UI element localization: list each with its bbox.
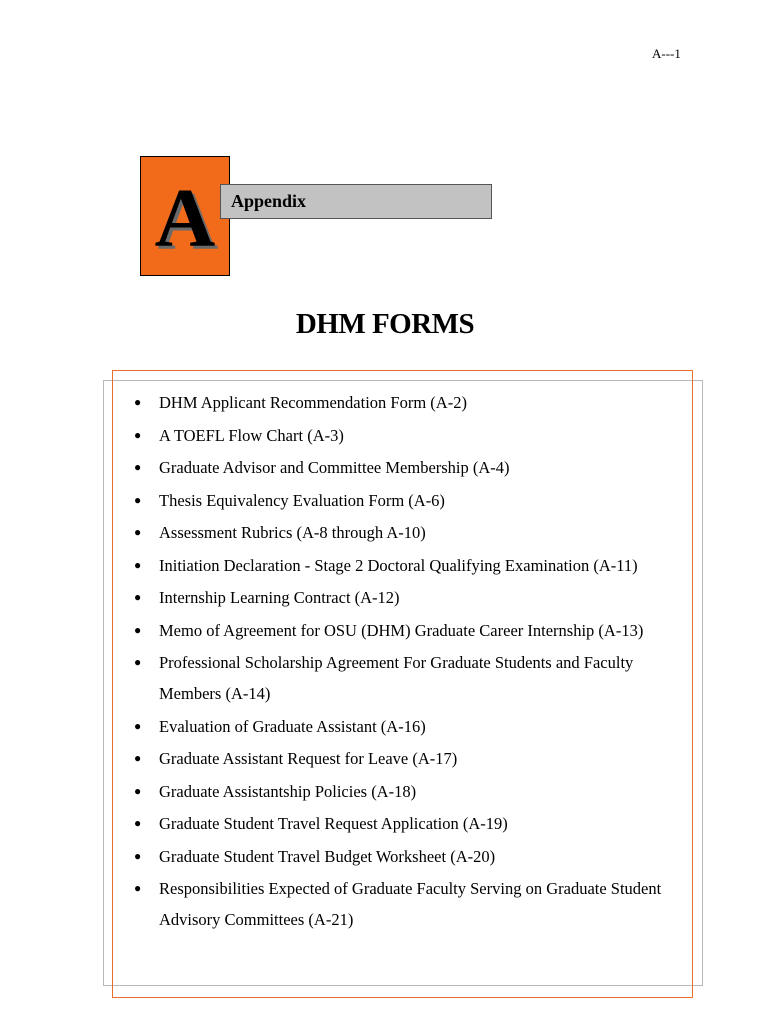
appendix-letter-box [140, 156, 230, 276]
forms-list [134, 387, 694, 937]
bullet-icon: ● [134, 881, 142, 895]
bullet-icon: ● [134, 492, 142, 507]
list-item-label: Graduate Assistantship Policies (A-18) [159, 781, 417, 801]
list-item [134, 647, 694, 709]
bullet-icon: ● [134, 557, 142, 572]
list-item-label: Assessment Rubrics (A-8 through A-10) [159, 523, 426, 542]
list-item [134, 873, 694, 935]
list-item [134, 776, 694, 807]
list-item [134, 550, 694, 581]
list-item-label: Internship Learning Contract (A-12) [159, 588, 400, 607]
bullet-icon: ● [134, 751, 142, 765]
bullet-icon: ● [134, 655, 142, 669]
appendix-letter: A [154, 172, 216, 265]
bullet-icon: ● [134, 525, 142, 539]
list-item-label: Initiation Declaration - Stage 2 Doctoral Qualifying Examination (A-11) [159, 555, 638, 575]
list-item-label: Graduate Student Travel Request Application (A-19) [159, 814, 508, 833]
bullet-icon: ● [134, 590, 142, 604]
list-item-label: Graduate Advisor and Committee Membership (A-4) [159, 458, 510, 477]
page-number: A---1 [652, 46, 681, 61]
page-title: DHM FORMS [295, 308, 475, 340]
bullet-icon: ● [134, 460, 142, 474]
appendix-title: Appendix [231, 191, 307, 211]
list-item [134, 711, 694, 742]
bullet-icon: ● [134, 718, 142, 733]
list-item [134, 485, 694, 516]
bullet-icon: ● [134, 427, 142, 442]
list-item-label: Responsibilities Expected of Graduate Faculty Serving on Graduate Student Advisory Committees (A-21) [159, 879, 662, 929]
bullet-icon: ● [134, 848, 142, 863]
bullet-icon: ● [134, 783, 142, 798]
list-item [134, 420, 694, 451]
list-item [134, 841, 694, 872]
list-item [134, 452, 694, 483]
bullet-icon: ● [134, 816, 142, 830]
list-item-label: A TOEFL Flow Chart (A-3) [159, 425, 344, 445]
list-item-label: Professional Scholarship Agreement For Graduate Students and Faculty Members (A-14) [159, 653, 634, 703]
list-item-label: Memo of Agreement for OSU (DHM) Graduate Career Internship (A-13) [159, 620, 644, 640]
list-item-label: Thesis Equivalency Evaluation Form (A-6) [159, 490, 445, 510]
list-item-label: Graduate Student Travel Budget Worksheet (A-20) [159, 846, 496, 866]
appendix-title-bar [220, 184, 492, 219]
list-item [134, 387, 694, 418]
bullet-icon: ● [134, 622, 142, 637]
list-item [134, 582, 694, 613]
bullet-icon: ● [134, 395, 142, 409]
list-item-label: DHM Applicant Recommendation Form (A-2) [159, 393, 467, 412]
list-item [134, 808, 694, 839]
list-item-label: Graduate Assistant Request for Leave (A-17) [159, 749, 458, 768]
list-item [134, 743, 694, 774]
list-item [134, 615, 694, 646]
list-item-label: Evaluation of Graduate Assistant (A-16) [159, 716, 426, 736]
list-item [134, 517, 694, 548]
